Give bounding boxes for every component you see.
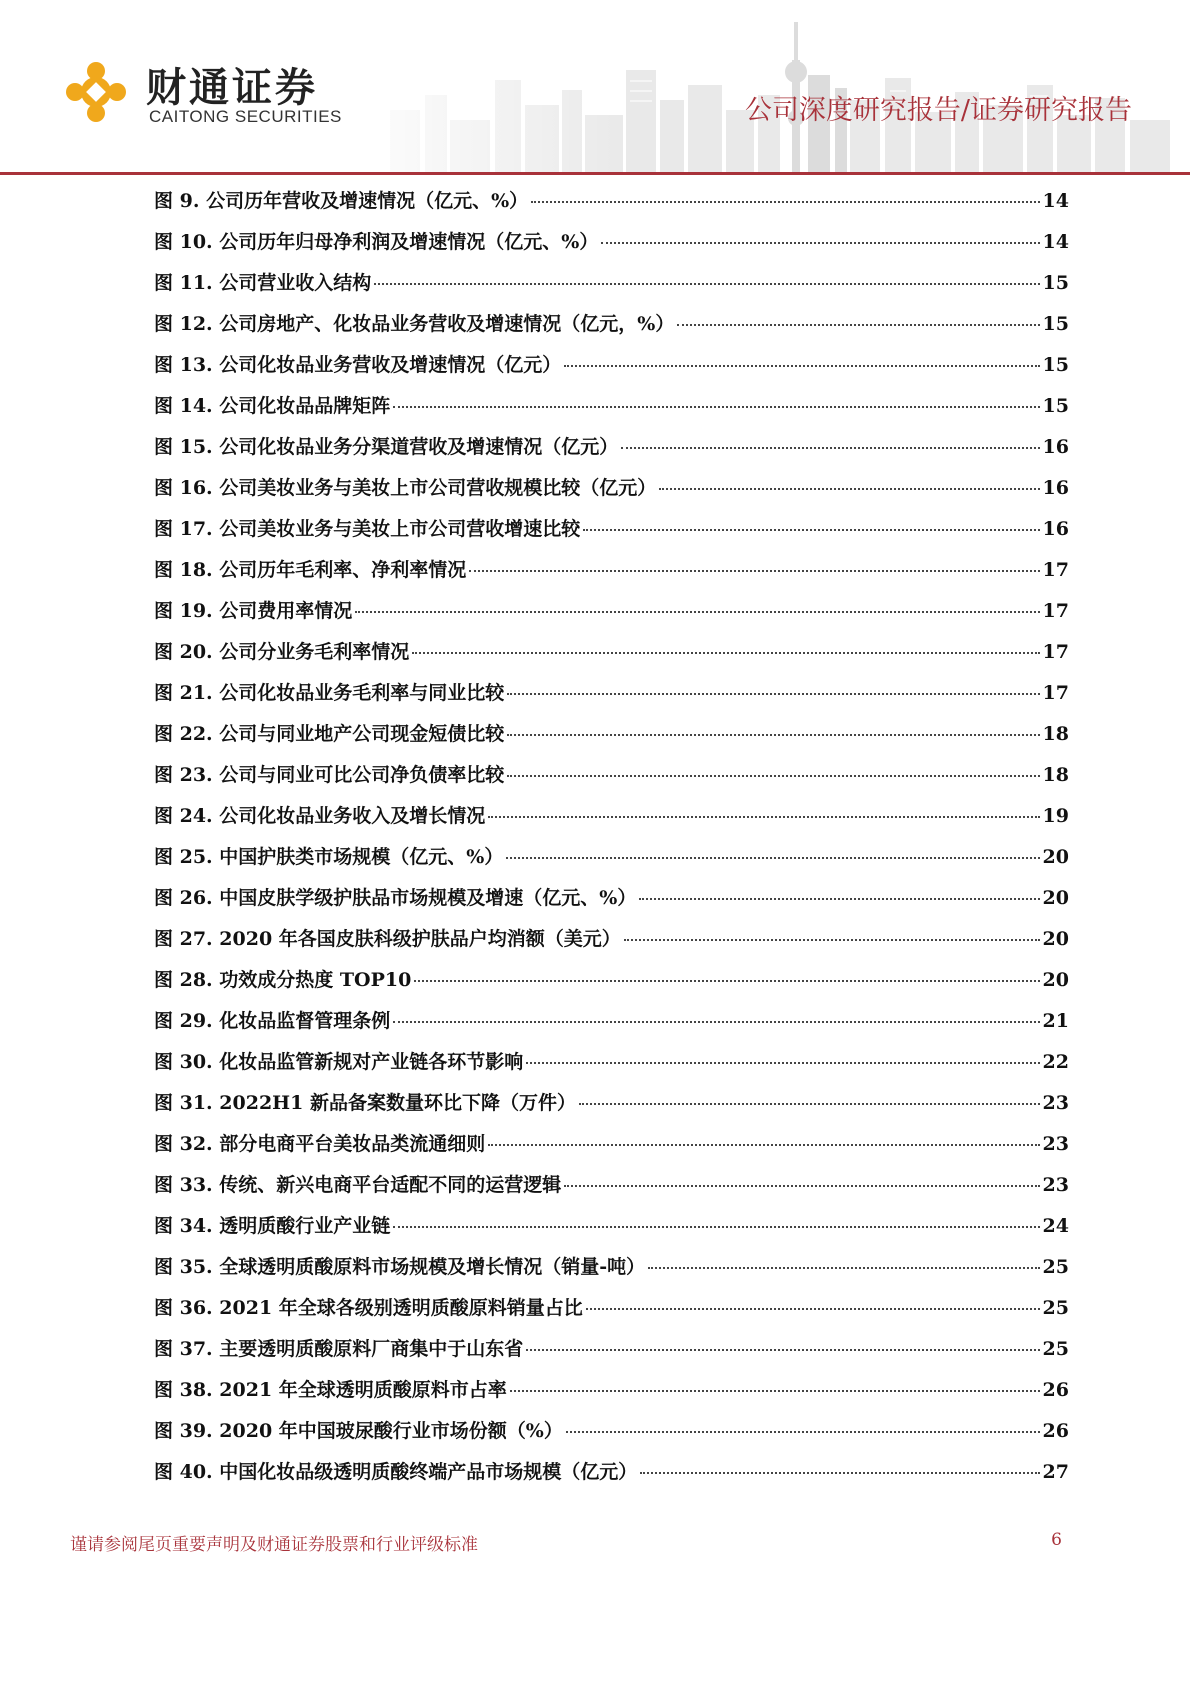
toc-entry-page: 15 [1042, 395, 1069, 417]
toc-entry-label: 图 34. 透明质酸行业产业链 [154, 1215, 391, 1237]
toc-entry-page: 18 [1042, 764, 1069, 786]
report-type-label: 公司深度研究报告/证券研究报告 [744, 95, 1132, 126]
toc-leader-dots [526, 1349, 1039, 1351]
toc-entry-label: 图 36. 2021 年全球各级别透明质酸原料销量占比 [154, 1297, 583, 1319]
toc-entry-label: 图 38. 2021 年全球透明质酸原料市占率 [154, 1379, 507, 1401]
toc-entry[interactable] [154, 637, 1069, 678]
toc-entry-page: 16 [1042, 477, 1069, 499]
toc-entry-label: 图 40. 中国化妆品级透明质酸终端产品市场规模（亿元） [154, 1461, 638, 1483]
toc-entry[interactable] [154, 842, 1069, 883]
toc-entry[interactable] [154, 596, 1069, 637]
toc-entry[interactable] [154, 719, 1069, 760]
toc-entry-label: 图 17. 公司美妆业务与美妆上市公司营收增速比较 [154, 518, 581, 540]
toc-entry-page: 26 [1042, 1420, 1069, 1442]
toc-entry-page: 24 [1042, 1215, 1069, 1237]
toc-leader-dots [583, 529, 1039, 531]
toc-entry-label: 图 37. 主要透明质酸原料厂商集中于山东省 [154, 1338, 524, 1360]
toc-leader-dots [624, 939, 1040, 941]
toc-entry-label: 图 25. 中国护肤类市场规模（亿元、%） [154, 846, 504, 868]
toc-leader-dots [374, 283, 1039, 285]
toc-leader-dots [393, 1226, 1039, 1228]
toc-entry[interactable] [154, 1088, 1069, 1129]
toc-entry[interactable] [154, 555, 1069, 596]
toc-entry-page: 20 [1042, 887, 1069, 909]
footer-disclaimer: 谨请参阅尾页重要声明及财通证券股票和行业评级标准 [70, 1535, 478, 1555]
toc-entry-page: 20 [1042, 969, 1069, 991]
skyline-illustration [330, 0, 1190, 172]
toc-leader-dots [469, 570, 1039, 572]
toc-leader-dots [677, 324, 1039, 326]
toc-entry-page: 25 [1042, 1297, 1069, 1319]
toc-entry-page: 14 [1042, 231, 1069, 253]
toc-leader-dots [506, 857, 1039, 859]
toc-leader-dots [507, 734, 1039, 736]
toc-entry-label: 图 24. 公司化妆品业务收入及增长情况 [154, 805, 486, 827]
toc-entry-page: 19 [1042, 805, 1069, 827]
toc-entry-page: 20 [1042, 928, 1069, 950]
toc-leader-dots [621, 447, 1039, 449]
toc-entry-label: 图 14. 公司化妆品品牌矩阵 [154, 395, 391, 417]
toc-leader-dots [531, 201, 1039, 203]
toc-entry[interactable] [154, 1457, 1069, 1498]
toc-entry-label: 图 10. 公司历年归母净利润及增速情况（亿元、%） [154, 231, 599, 253]
toc-entry[interactable] [154, 1211, 1069, 1252]
toc-entry-label: 图 20. 公司分业务毛利率情况 [154, 641, 410, 663]
toc-entry[interactable] [154, 760, 1069, 801]
toc-entry-label: 图 11. 公司营业收入结构 [154, 272, 372, 294]
toc-entry-page: 21 [1042, 1010, 1069, 1032]
toc-entry[interactable] [154, 473, 1069, 514]
toc-leader-dots [507, 775, 1039, 777]
toc-entry[interactable] [154, 309, 1069, 350]
toc-entry[interactable] [154, 268, 1069, 309]
toc-leader-dots [579, 1103, 1040, 1105]
toc-leader-dots [414, 980, 1039, 982]
toc-entry[interactable] [154, 965, 1069, 1006]
brand-name-cn: 财通证券 [146, 65, 318, 111]
toc-leader-dots [566, 1431, 1040, 1433]
header-divider [0, 172, 1190, 175]
toc-leader-dots [526, 1062, 1039, 1064]
toc-entry[interactable] [154, 1006, 1069, 1047]
toc-entry[interactable] [154, 350, 1069, 391]
toc-entry-label: 图 16. 公司美妆业务与美妆上市公司营收规模比较（亿元） [154, 477, 657, 499]
toc-entry[interactable] [154, 1416, 1069, 1457]
toc-entry-page: 17 [1042, 600, 1069, 622]
toc-entry-page: 16 [1042, 518, 1069, 540]
toc-entry-page: 15 [1042, 272, 1069, 294]
toc-entry[interactable] [154, 514, 1069, 555]
toc-leader-dots [393, 1021, 1039, 1023]
toc-entry-label: 图 9. 公司历年营收及增速情况（亿元、%） [154, 190, 529, 212]
toc-leader-dots [507, 693, 1039, 695]
brand-name-en: CAITONG SECURITIES [149, 107, 342, 126]
toc-entry-page: 23 [1042, 1133, 1069, 1155]
toc-leader-dots [639, 898, 1039, 900]
toc-entry-label: 图 33. 传统、新兴电商平台适配不同的运营逻辑 [154, 1174, 562, 1196]
toc-leader-dots [659, 488, 1039, 490]
toc-entry[interactable] [154, 391, 1069, 432]
toc-leader-dots [510, 1390, 1040, 1392]
figure-index-list [154, 186, 1069, 1498]
toc-entry-label: 图 13. 公司化妆品业务营收及增速情况（亿元） [154, 354, 562, 376]
page-header [0, 0, 1190, 178]
toc-entry-page: 17 [1042, 641, 1069, 663]
toc-entry[interactable] [154, 186, 1069, 227]
toc-leader-dots [412, 652, 1039, 654]
toc-entry-page: 14 [1042, 190, 1069, 212]
toc-leader-dots [488, 1144, 1039, 1146]
toc-leader-dots [601, 242, 1039, 244]
toc-entry-page: 22 [1042, 1051, 1069, 1073]
toc-entry-page: 15 [1042, 313, 1069, 335]
toc-entry-label: 图 31. 2022H1 新品备案数量环比下降（万件） [154, 1092, 576, 1114]
toc-entry[interactable] [154, 1293, 1069, 1334]
toc-entry-label: 图 30. 化妆品监管新规对产业链各环节影响 [154, 1051, 524, 1073]
toc-entry[interactable] [154, 1334, 1069, 1375]
toc-entry-label: 图 28. 功效成分热度 TOP10 [154, 969, 412, 991]
toc-leader-dots [488, 816, 1039, 818]
toc-entry-label: 图 15. 公司化妆品业务分渠道营收及增速情况（亿元） [154, 436, 619, 458]
toc-entry-label: 图 29. 化妆品监督管理条例 [154, 1010, 391, 1032]
toc-entry[interactable] [154, 924, 1069, 965]
toc-entry-label: 图 18. 公司历年毛利率、净利率情况 [154, 559, 467, 581]
toc-entry-label: 图 23. 公司与同业可比公司净负债率比较 [154, 764, 505, 786]
toc-entry[interactable] [154, 227, 1069, 268]
toc-entry-page: 16 [1042, 436, 1069, 458]
toc-entry-label: 图 12. 公司房地产、化妆品业务营收及增速情况（亿元，%） [154, 313, 675, 335]
toc-leader-dots [564, 1185, 1039, 1187]
toc-entry-label: 图 39. 2020 年中国玻尿酸行业市场份额（%） [154, 1420, 563, 1442]
caitong-logo-icon [66, 62, 126, 122]
toc-entry-page: 25 [1042, 1256, 1069, 1278]
toc-entry-label: 图 35. 全球透明质酸原料市场规模及增长情况（销量-吨） [154, 1256, 646, 1278]
toc-leader-dots [586, 1308, 1040, 1310]
page-number: 6 [1051, 1530, 1062, 1550]
toc-leader-dots [640, 1472, 1039, 1474]
toc-entry[interactable] [154, 1375, 1069, 1416]
toc-entry-page: 26 [1042, 1379, 1069, 1401]
toc-entry[interactable] [154, 432, 1069, 473]
toc-entry[interactable] [154, 1252, 1069, 1293]
toc-entry-label: 图 27. 2020 年各国皮肤科级护肤品户均消额（美元） [154, 928, 621, 950]
toc-entry[interactable] [154, 1170, 1069, 1211]
toc-entry[interactable] [154, 801, 1069, 842]
toc-leader-dots [393, 406, 1039, 408]
toc-entry-page: 20 [1042, 846, 1069, 868]
toc-leader-dots [564, 365, 1039, 367]
toc-entry-page: 15 [1042, 354, 1069, 376]
toc-entry[interactable] [154, 883, 1069, 924]
toc-entry-label: 图 19. 公司费用率情况 [154, 600, 353, 622]
toc-entry[interactable] [154, 1047, 1069, 1088]
toc-entry-page: 25 [1042, 1338, 1069, 1360]
toc-entry-page: 17 [1042, 682, 1069, 704]
toc-entry-label: 图 26. 中国皮肤学级护肤品市场规模及增速（亿元、%） [154, 887, 637, 909]
toc-entry[interactable] [154, 678, 1069, 719]
toc-entry-page: 23 [1042, 1092, 1069, 1114]
toc-entry-page: 23 [1042, 1174, 1069, 1196]
toc-entry-label: 图 21. 公司化妆品业务毛利率与同业比较 [154, 682, 505, 704]
toc-leader-dots [355, 611, 1039, 613]
toc-entry-label: 图 22. 公司与同业地产公司现金短债比较 [154, 723, 505, 745]
toc-entry-page: 27 [1042, 1461, 1069, 1483]
toc-leader-dots [648, 1267, 1039, 1269]
toc-entry-page: 18 [1042, 723, 1069, 745]
toc-entry-page: 17 [1042, 559, 1069, 581]
toc-entry[interactable] [154, 1129, 1069, 1170]
toc-entry-label: 图 32. 部分电商平台美妆品类流通细则 [154, 1133, 486, 1155]
